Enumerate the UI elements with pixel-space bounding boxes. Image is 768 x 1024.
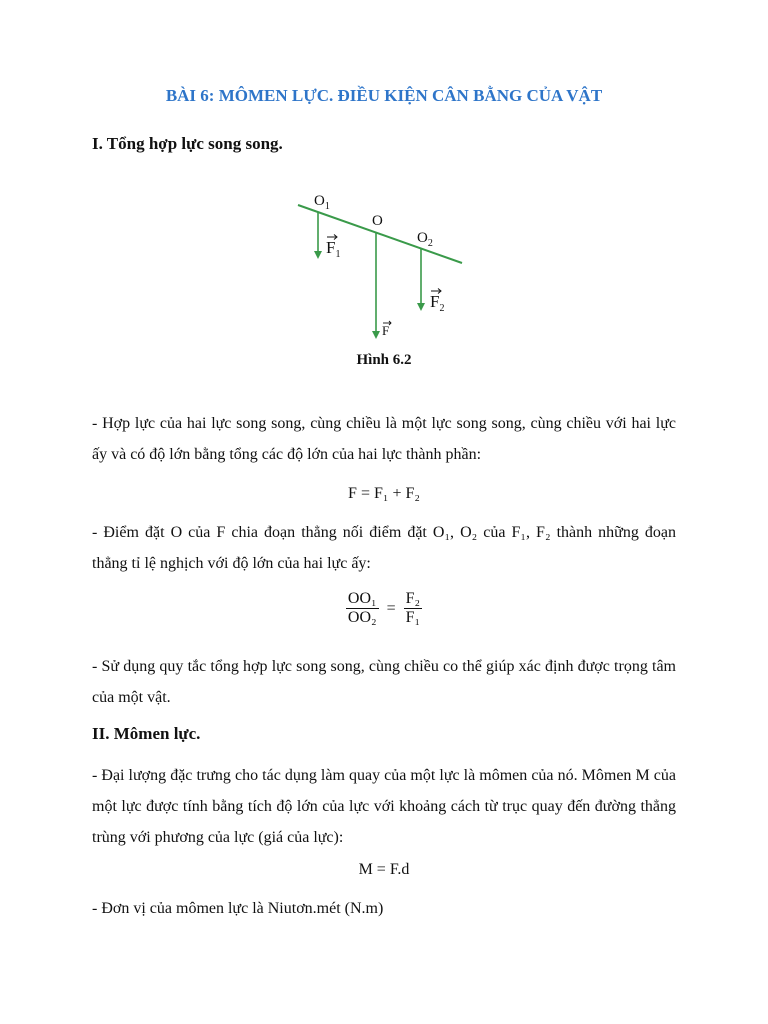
ratio-right: $\frac{\text{F₂}}{\text{F₁}}$	[405, 590, 421, 626]
formula-moment: M = F.d	[358, 861, 410, 878]
page-title: BÀI 6: MÔMEN LỰC. ĐIỀU KIỆN CÂN BẰNG CỦA VẬT	[165, 86, 603, 105]
force-f1-arrowhead	[314, 251, 322, 259]
paragraph-center-of-gravity: - Sử dụng quy tắc tổng hợp lực song song, cùng chiều co thể giúp xác định được trọng tâm của một vật.	[92, 658, 676, 706]
label-f: F	[382, 323, 390, 338]
paragraph-moment-definition: - Đại lượng đặc trưng cho tác dụng làm quay của một lực là mômen của nó. Mômen M của một lực được tính bằng tích độ lớn của lực với khoảng cách từ trục quay đến đường thẳng trùng với phương của lực (giá của lực):	[92, 767, 676, 846]
paragraph-application-point: - Điểm đặt O của F chia đoạn thẳng nối điểm đặt O₁, O₂ của F₁, F₂ thành những đoạn thẳng tỉ lệ nghịch với độ lớn của hai lực ấy:	[92, 524, 676, 572]
label-o: O	[372, 213, 383, 229]
label-o1: $O_1$	[314, 193, 330, 212]
paragraph-moment-unit: - Đơn vị của mômen lực là Niutơn.mét (N.m)	[92, 900, 384, 917]
figure-6-2	[280, 185, 480, 345]
label-o2: $O_2$	[417, 230, 433, 249]
section-2-heading: II. Mômen lực.	[92, 724, 201, 743]
label-f1: $F_1$	[326, 238, 341, 260]
label-f2: $F_2$	[430, 292, 445, 314]
formula-sum-forces: F = F₁ + F₂	[348, 485, 420, 502]
section-1-heading: I. Tổng hợp lực song song.	[92, 134, 283, 153]
force-f-arrowhead	[372, 331, 380, 339]
figure-caption: Hình 6.2	[356, 352, 412, 368]
formula-ratio: $\frac{\text{OO₁}}{\text{OO₂}}$ = $\frac{\text{F₂}}{\text{F₁}}$	[347, 590, 421, 626]
paragraph-resultant-force: - Hợp lực của hai lực song song, cùng chiều là một lực song song, cùng chiều với hai lực ấy và có độ lớn bằng tổng các độ lớn của hai lực thành phần:	[92, 415, 676, 463]
force-f2-arrowhead	[417, 303, 425, 311]
ratio-left: $\frac{\text{OO₁}}{\text{OO₂}}$	[347, 590, 377, 626]
